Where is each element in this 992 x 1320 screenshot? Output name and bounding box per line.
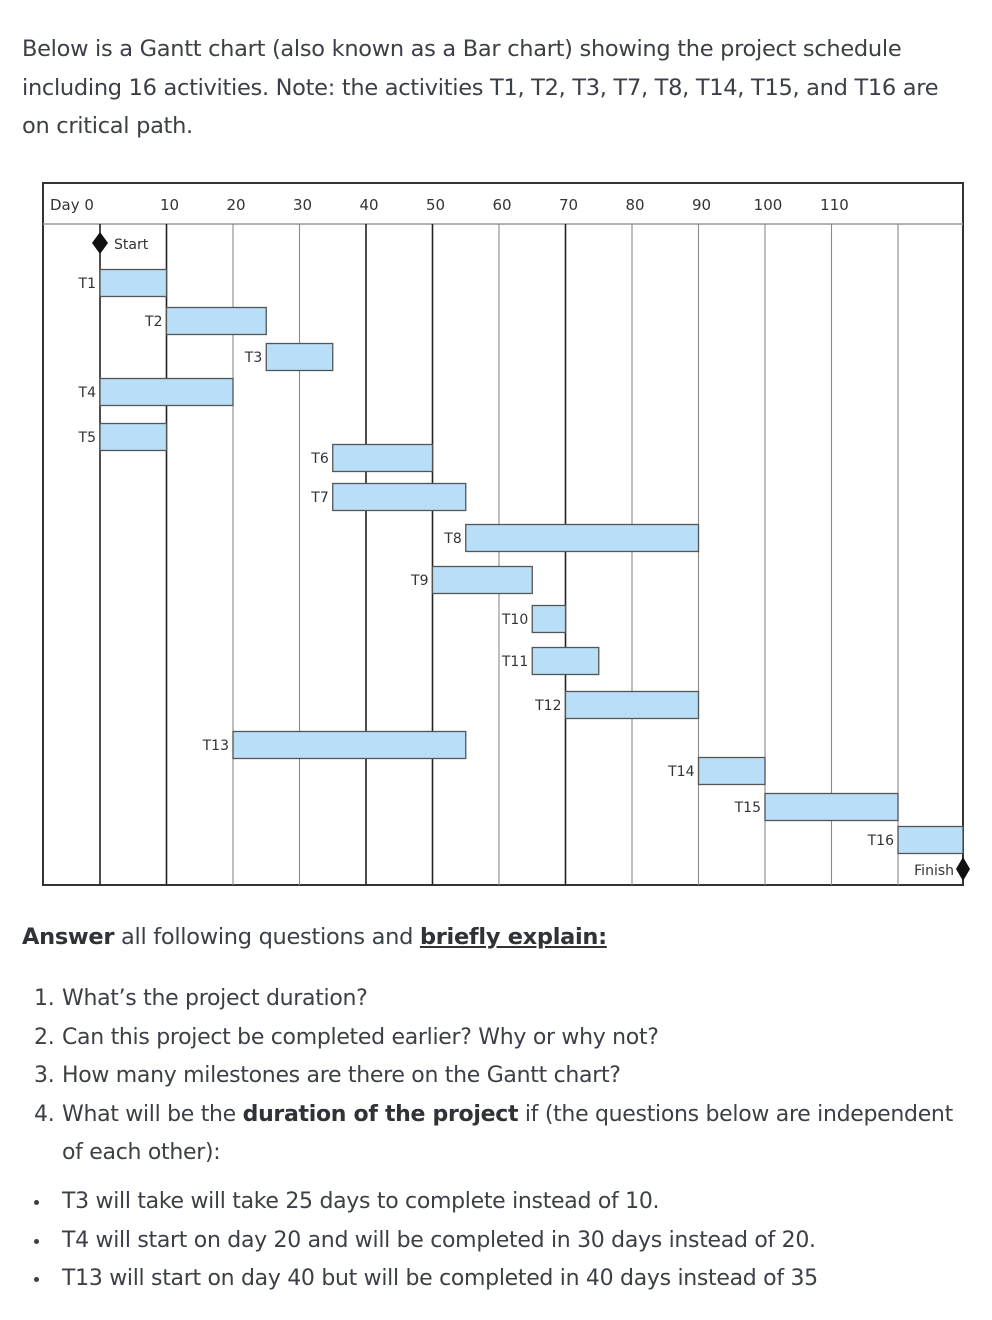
bullet-icon [34,1200,39,1205]
task-bar [898,827,963,854]
task-label: T9 [411,573,429,589]
question-number: 2. [34,1024,55,1050]
task-bar [100,424,167,451]
task-bar [532,648,599,675]
tick-label: 60 [492,196,512,214]
question-bold-text: duration of the project [242,1101,519,1127]
task-label: T1 [78,276,96,292]
task-bar [233,732,466,759]
question-item [34,980,974,1019]
question-text: What will be the [62,1101,243,1127]
scenario-text: T4 will start on day 20 and will be completed in 30 days instead of 20. [62,1227,816,1253]
intro-paragraph: Below is a Gantt chart (also known as a Bar chart) showing the project schedule including 16 activities. Note: the activities T1, T2, T3, T7, T8, T14, T15, and T16 are on critical path. [22,36,939,139]
task-label: T13 [202,738,229,754]
scenario-item [34,1183,974,1222]
task-label: T5 [78,430,96,446]
task-label: T15 [734,800,761,816]
question-item [34,1096,974,1173]
task-bar [765,794,898,821]
task-label: T3 [244,350,263,366]
task-label: T6 [311,451,329,467]
question-item [34,1057,974,1096]
question-number: 3. [34,1063,55,1088]
tick-label: Day 0 [50,196,94,214]
tick-label: 10 [159,196,180,214]
task-bar [466,525,699,552]
task-label: T12 [535,698,562,714]
task-bar [532,606,565,633]
task-label: T2 [145,314,163,330]
heading-text: all following questions and [114,924,420,950]
task-bar [100,379,233,406]
scenario-item [34,1222,974,1261]
task-bar [333,445,433,472]
scenario-list [34,1183,974,1299]
task-label: T8 [444,531,462,547]
question-text: if (the questions below are independent of each other): [62,1101,953,1165]
question-text: How many milestones are there on the Gantt chart? [62,1063,621,1088]
heading-bold: Answer [22,924,115,950]
tick-label: 20 [226,196,246,214]
scenario-item [34,1260,974,1299]
tick-label: 70 [558,196,579,214]
task-bar [100,270,167,297]
tick-label: 80 [625,196,645,214]
task-label: T14 [668,764,695,780]
tick-label: 110 [820,196,849,214]
task-bar [333,484,466,511]
tick-label: 40 [359,196,379,214]
question-number: 4. [34,1101,55,1127]
question-item [34,1019,974,1058]
milestone-label: Finish [914,863,954,879]
task-bar [699,758,766,785]
milestone-label: Start [114,237,149,253]
task-bar [167,308,267,335]
heading-underlined: briefly explain: [419,924,607,950]
question-text: What’s the project duration? [62,986,368,1011]
tick-label: 50 [425,196,446,214]
tick-label: 100 [753,196,783,214]
task-label: T4 [78,385,96,401]
question-text: Can this project be completed earlier? Why or why not? [62,1024,659,1050]
task-label: T7 [311,490,329,506]
scenario-text: T13 will start on day 40 but will be completed in 40 days instead of 35 [62,1266,818,1291]
task-bar [433,567,533,594]
questions-heading [22,924,607,950]
task-label: T11 [501,654,529,670]
question-list [34,980,974,1173]
bullet-icon [34,1239,39,1244]
task-bar [266,344,333,371]
bullet-icon [34,1277,39,1282]
task-label: T10 [501,612,529,628]
tick-label: 30 [292,196,313,214]
tick-label: 90 [691,196,712,214]
task-bar [566,692,699,719]
task-label: T16 [867,833,894,849]
scenario-text: T3 will take will take 25 days to complete instead of 10. [62,1189,660,1214]
question-number: 1. [34,986,55,1011]
